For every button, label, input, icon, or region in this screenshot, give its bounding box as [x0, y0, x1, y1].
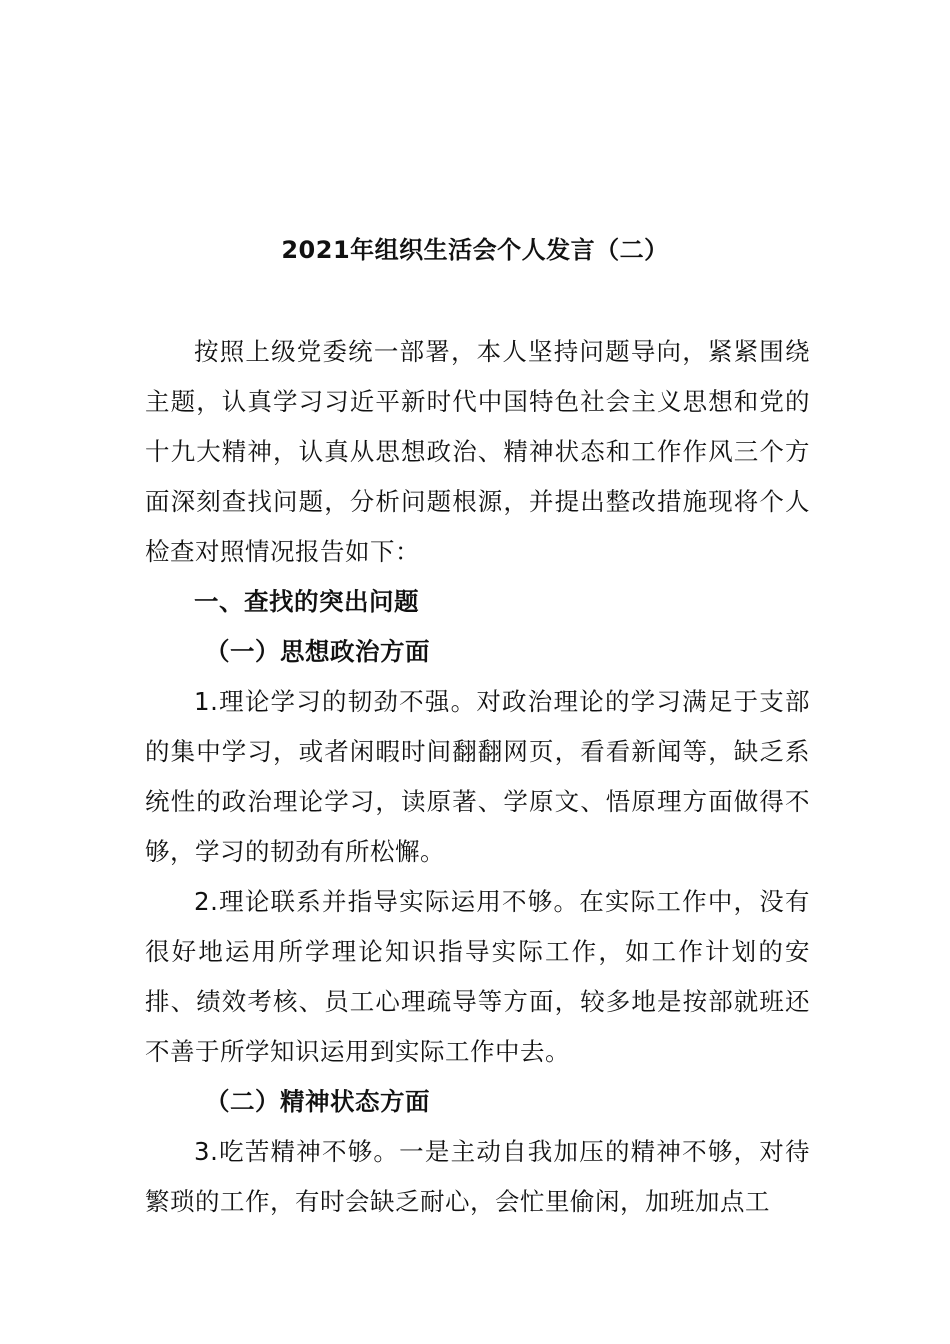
paragraph-item-2: 2.理论联系并指导实际运用不够。在实际工作中，没有很好地运用所学理论知识指导实际工作，如工作计划的安排、绩效考核、员工心理疏导等方面，较多地是按部就班还不善于所学知识运用到实际工作中去。 [145, 887, 810, 1066]
subsection-heading-ideology: （一）思想政治方面 [205, 637, 430, 666]
document-body [145, 327, 810, 1227]
paragraph-item-3: 3.吃苦精神不够。一是主动自我加压的精神不够，对待繁琐的工作，有时会缺乏耐心，会忙里偷闲，加班加点工 [145, 1137, 810, 1216]
section-heading-problems: 一、查找的突出问题 [194, 587, 419, 616]
document-title: 2021年组织生活会个人发言（二） [281, 236, 669, 264]
paragraph-item-1: 1.理论学习的韧劲不强。对政治理论的学习满足于支部的集中学习，或者闲暇时间翻翻网页，看看新闻等，缺乏系统性的政治理论学习，读原著、学原文、悟原理方面做得不够，学习的韧劲有所松懈。 [145, 687, 810, 866]
subsection-heading-spirit: （二）精神状态方面 [205, 1087, 430, 1116]
intro-paragraph: 按照上级党委统一部署，本人坚持问题导向，紧紧围绕主题，认真学习习近平新时代中国特色社会主义思想和党的十九大精神，认真从思想政治、精神状态和工作作风三个方面深刻查找问题，分析问题根源，并提出整改措施现将个人检查对照情况报告如下： [145, 337, 810, 566]
